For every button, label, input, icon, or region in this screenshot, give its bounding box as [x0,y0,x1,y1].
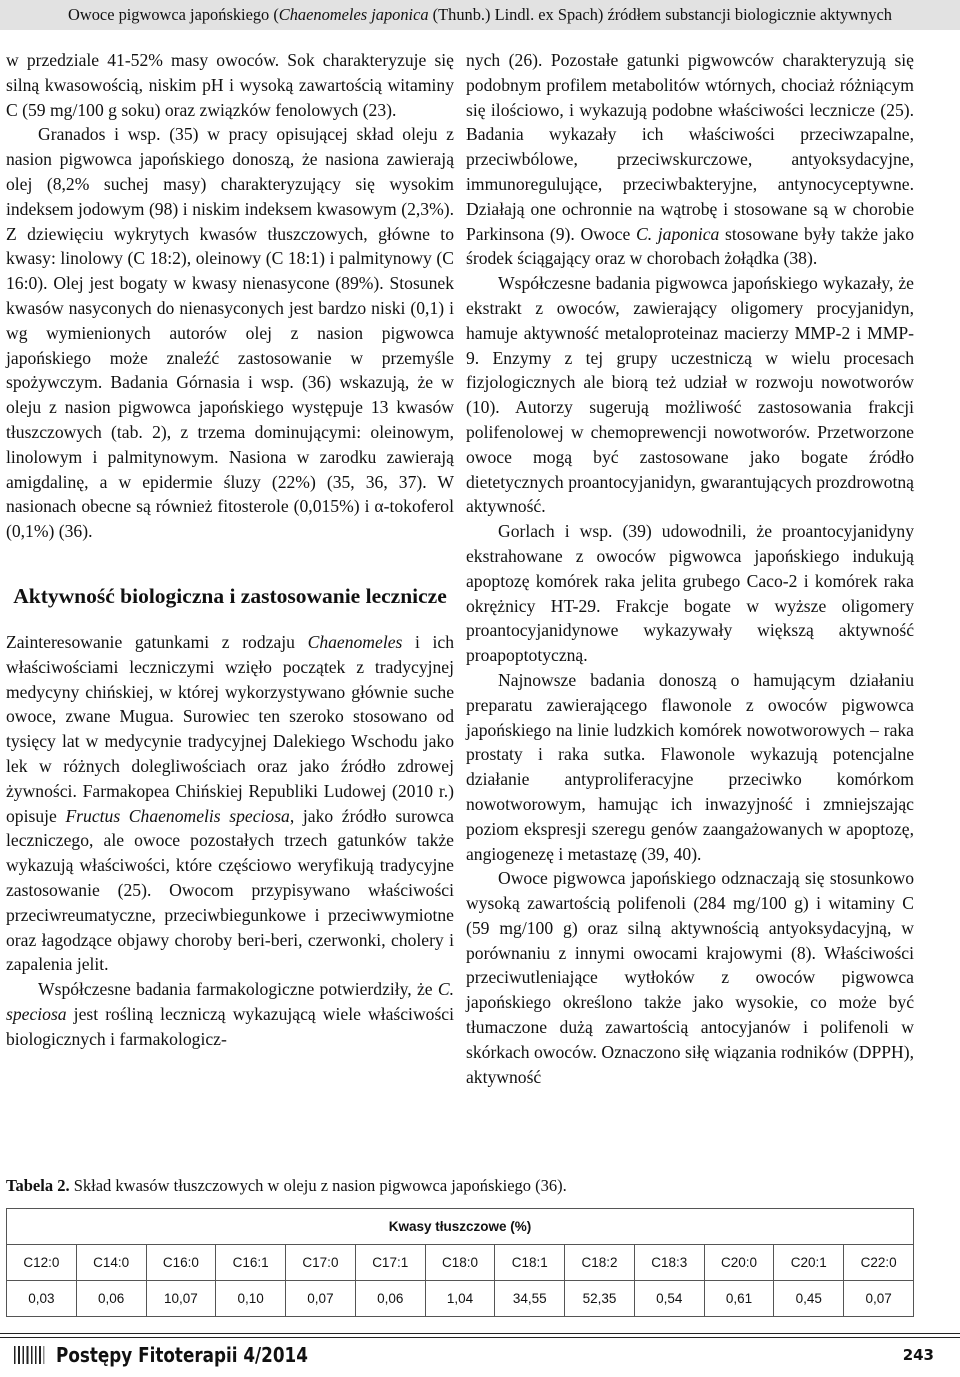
paragraph: Granados i wsp. (35) w pracy opisującej skład oleju z nasion pigwowca japońskiego donoszą, że nasiona zawierają olej (8,2% suchej masy) charakteryzujący się wysokim indeksem jodowym (98) i niskim indeksem kwasowym (2,3%). Z dziewięciu wykrytych kwasów tłuszczowych, główne to kwasy: linolowy (C 18:2), oleinowy (C 18:1) i palmitynowy (C 16:0). Olej jest bogaty w kwasy nienasycone (89%). Stosunek kwasów nasyconych do nienasyconych jest bardzo niski (0,1) i wg wymienionych autorów olej z nasion pigwowca japońskiego może znaleźć zastosowanie w przemyśle spożywczym. Badania Górnasia i wsp. (36) wskazują, że w oleju z nasion pigwowca japońskiego występuje 13 kwasów tłuszczowych (tab. 2), z trzema dominującymi: oleinowym, linolowym i palmitynowym. Nasiona w zarodku zawierają amigdalinę, a w epidermie śluzy (22%) (35, 36, 37). W nasionach obecne są również fitosterole (0,015%) i α-tokoferol (0,1%) (36). [6,124,454,542]
footer-rule [0,1333,960,1334]
table-cell: 10,07 [146,1281,216,1317]
paragraph: Owoce pigwowca japońskiego odznaczają się stosunkowo wysoką zawartością polifenoli (284 mg/100 g) i witaminy C (59 mg/100 g) oraz silną aktywnością antyoksydacyjną, w porównaniu z innymi owocami krajowymi (8). Właściwości przeciwutleniające wytłoków z owoców pigwowca japońskiego określono także jako wysokie, co może być tłumaczone dużą zawartością antocyjanów i polifenoli w skórkach owoców. Oznaczono siłę wiązania rodników (DPPH), aktywność [466,868,914,1087]
table-header-cell: C20:1 [774,1245,844,1281]
table-cell: 0,45 [774,1281,844,1317]
journal-name [56,1342,308,1368]
paragraph: nych (26). Pozostałe gatunki pigwowców charakteryzują się podobnym profilem metabolitów wtórnych, chociaż różniącym się ilościowo, i wykazują podobne właściwości lecznicze (25). Badania wykazały ich właściwości przeciwzapalne, przeciwbólowe, przeciwskurczowe, antyoksydacyjne, immunoregulujące, przeciwbakteryjne, antynocyceptywne. Działają one ochronnie na wątrobę i stosowane są w chorobie Parkinsona (9). Owoce C. japonica stosowane były także jako środek ściągający oraz w chorobach żołądka (38). [466,50,914,269]
paragraph: Najnowsze badania donoszą o hamującym działaniu preparatu zawierającego flawonole z owoców pigwowca japońskiego na linie ludzkich komórek nowotworowych – raka prostaty i raka sutka. Flawonole wykazują potencjalne działanie antyproliferacyjne przeciwko komórkom nowotworowym, hamując ich inwazyjność i zmniejszając poziom ekspresji szeregu genów zaangażowanych w apoptozę, angiogenezę i metastazę (39, 40). [466,669,914,864]
table-header-cell: C17:0 [286,1245,356,1281]
footer-rule [0,1337,960,1338]
table-group-header-row [7,1209,914,1245]
table-header-cell: C17:1 [355,1245,425,1281]
table-cell: 34,55 [495,1281,565,1317]
table-cell: 0,03 [7,1281,77,1317]
section-heading: Aktywność biologiczna i zastosowanie lecznicze [13,583,447,608]
paragraph: Gorlach i wsp. (39) udowodnili, że proantocyjanidyny ekstrahowane z owoców pigwowca japońskiego indukują apoptozę komórek raka jelita grubego Caco-2 i komórek raka okrężnicy HT-29. Frakcje bogate w wyższe oligomery proantocyjanidynowe wykazywały większą aktywność proapoptotyczną. [466,521,914,666]
table-cell: 1,04 [425,1281,495,1317]
fatty-acid-table [6,1208,914,1317]
table-caption [6,1176,946,1196]
table-cell: 0,07 [286,1281,356,1317]
table-header-row [7,1245,914,1281]
paragraph: Współczesne badania farmakologiczne potwierdziły, że C. speciosa jest rośliną leczniczą wykazującą wiele właściwości biologicznych i farmakologicz- [6,979,454,1049]
table-cell: 52,35 [565,1281,635,1317]
running-header [0,0,960,30]
left-column [6,48,454,1051]
table-header-cell: C18:3 [634,1245,704,1281]
table-header-cell: C18:2 [565,1245,635,1281]
paragraph: Współczesne badania pigwowca japońskiego wykazały, że ekstrakt z owoców, zawierający oligomery procyjanidyn, hamuje aktywność metaloproteinaz macierzy MMP-2 i MMP-9. Enzymy z tej grupy uczestniczą w wielu procesach fizjologicznych ale biorą też udział w rozwoju nowotworów (10). Autorzy sugerują możliwość zastosowania frakcji polifenolowej w chemoprewencji nowotworów. Przetworzone owoce mogą być zastosowane jako bogate źródło dietetycznych proantocyjanidyn, gwarantujących prozdrowotną aktywność. [466,273,914,517]
table-header-cell: C22:0 [844,1245,914,1281]
journal-stripes-decoration [14,1346,44,1364]
table-cell: 0,07 [844,1281,914,1317]
table-header-cell: C18:1 [495,1245,565,1281]
paragraph: w przedziale 41-52% masy owoców. Sok charakteryzuje się silną kwasowością, niskim pH i wysoką zawartością witaminy C (59 mg/100 g soku) oraz związków fenolowych (23). [6,50,454,120]
running-title-prefix: Owoce pigwowca japońskiego ( [68,5,279,24]
table-header-cell: C16:1 [216,1245,286,1281]
table-group-header: Kwasy tłuszczowe (%) [7,1209,914,1245]
table-cell: 0,06 [355,1281,425,1317]
table-header-cell: C20:0 [704,1245,774,1281]
right-column [466,48,914,1089]
paragraph: Zainteresowanie gatunkami z rodzaju Chaenomeles i ich właściwościami leczniczymi wzięło początek z tradycyjnej medycyny chińskiej, w której wykorzystywano głównie suche owoce, zwane Mugua. Surowiec ten szeroko stosowano od tysięcy lat w medycynie tradycyjnej Dalekiego Wschodu jako lek w różnych dolegliwościach oraz jako źródło zdrowej żywności. Farmakopea Chińskiej Republiki Ludowej (2010 r.) opisuje Fructus Chaenomelis speciosa, jako źródło surowca leczniczego, ale owoce pozostałych trzech gatunków także wykazują właściwości, które częściowo weryfikują tradycyjne zastosowanie (25). Owocom przypisywano właściwości przeciwreumatyczne, przeciwbiegunkowe i przeciwwymiotne oraz łagodzące objawy choroby beri-beri, czerwonki, cholery i zapalenia jelit. [6,631,454,975]
table-cell: 0,61 [704,1281,774,1317]
running-title-suffix: (Thunb.) Lindl. ex Spach) źródłem substancji biologicznie aktywnych [428,5,892,24]
table-cell: 0,06 [76,1281,146,1317]
journal-title: Postępy Fitoterapii 4/2014 [56,1343,308,1367]
table-cell: 0,10 [216,1281,286,1317]
table-caption-label: Tabela 2. [6,1176,70,1195]
table-header-cell: C18:0 [425,1245,495,1281]
table-header-cell: C14:0 [76,1245,146,1281]
page-number: 243 [902,1346,934,1364]
table-cell: 0,54 [634,1281,704,1317]
running-title-latin: Chaenomeles japonica [278,5,429,24]
table-header-cell: C16:0 [146,1245,216,1281]
table-row [7,1281,914,1317]
table-caption-text: Skład kwasów tłuszczowych w oleju z nasion pigwowca japońskiego (36). [69,1176,567,1195]
table-header-cell: C12:0 [7,1245,77,1281]
